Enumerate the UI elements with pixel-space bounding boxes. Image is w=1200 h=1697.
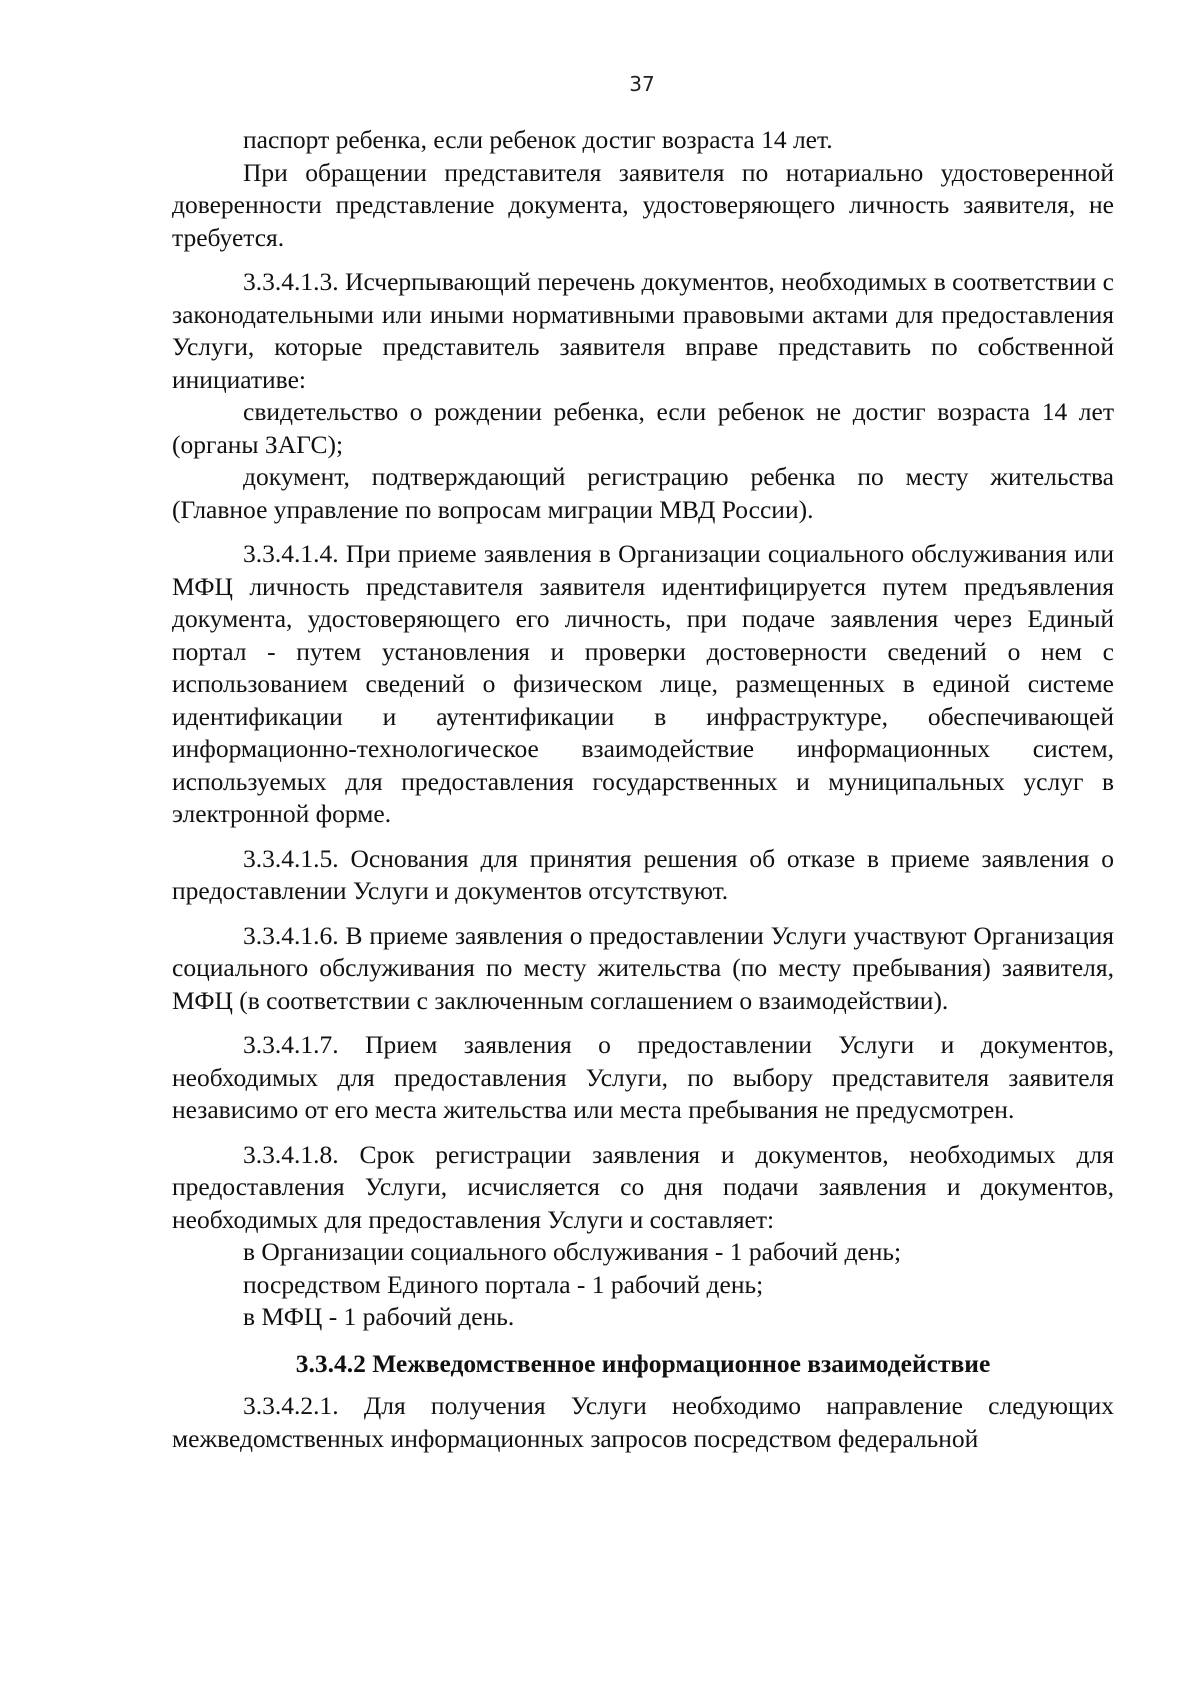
page-number: 37 (629, 72, 655, 96)
paragraph: 3.3.4.1.7. Прием заявления о предоставлении Услуги и документов, необходимых для предоставления Услуги, по выбору представителя заявителя независимо от его места жительства или места пребывания не предусмотрен. (172, 1030, 1114, 1124)
paragraph: 3.3.4.1.6. В приеме заявления о предоставлении Услуги участвуют Организация социального обслуживания по месту жительства (по месту пребывания) заявителя, МФЦ (в соответствии с заключенным соглашением о взаимодействии). (172, 920, 1114, 1015)
paragraph: документ, подтверждающий регистрацию ребенка по месту жительства (Главное управление по вопросам миграции МВД России). (172, 462, 1114, 524)
paragraph: 3.3.4.1.8. Срок регистрации заявления и документов, необходимых для предоставления Услуги, исчисляется со дня подачи заявления и документов, необходимых для предоставления Услуги и составляет: (172, 1139, 1114, 1234)
paragraph: 3.3.4.1.3. Исчерпывающий перечень документов, необходимых в соответствии с законодательными или иными нормативными правовыми актами для предоставления Услуги, которые представитель заявителя вправе представить по собственной инициативе: (172, 267, 1114, 394)
document-body (172, 124, 1114, 1455)
paragraph: 3.3.4.1.5. Основания для принятия решения об отказе в приеме заявления о предоставлении Услуги и документов отсутствуют. (172, 843, 1114, 905)
list-item: посредством Единого портала - 1 рабочий день; (243, 1269, 764, 1299)
paragraph: паспорт ребенка, если ребенок достиг возраста 14 лет. (243, 125, 833, 154)
list-item: в МФЦ - 1 рабочий день. (243, 1302, 515, 1331)
list-item: в Организации социального обслуживания - 1 рабочий день; (243, 1237, 902, 1266)
paragraph: свидетельство о рождении ребенка, если ребенок не достиг возраста 14 лет (органы ЗАГС); (172, 397, 1114, 459)
paragraph: 3.3.4.2.1. Для получения Услуги необходимо направление следующих межведомственных информационных запросов посредством федеральной (172, 1391, 1114, 1453)
section-heading: 3.3.4.2 Межведомственное информационное взаимодействие (295, 1348, 991, 1378)
paragraph: При обращении представителя заявителя по нотариально удостоверенной доверенности представление документа, удостоверяющего личность заявителя, не требуется. (172, 157, 1114, 252)
paragraph: 3.3.4.1.4. При приеме заявления в Организации социального обслуживания или МФЦ личность представителя заявителя идентифицируется путем предъявления документа, удостоверяющего его личность, при подаче заявления через Единый портал - путем установления и проверки достоверности сведений о нем с использованием сведений о физическом лице, размещенных в единой системе идентификации и аутентификации в инфраструктуре, обеспечивающей информационно-технологическое взаимодействие информационных систем, используемых для предоставления государственных и муниципальных услуг в электронной форме. (172, 539, 1114, 828)
